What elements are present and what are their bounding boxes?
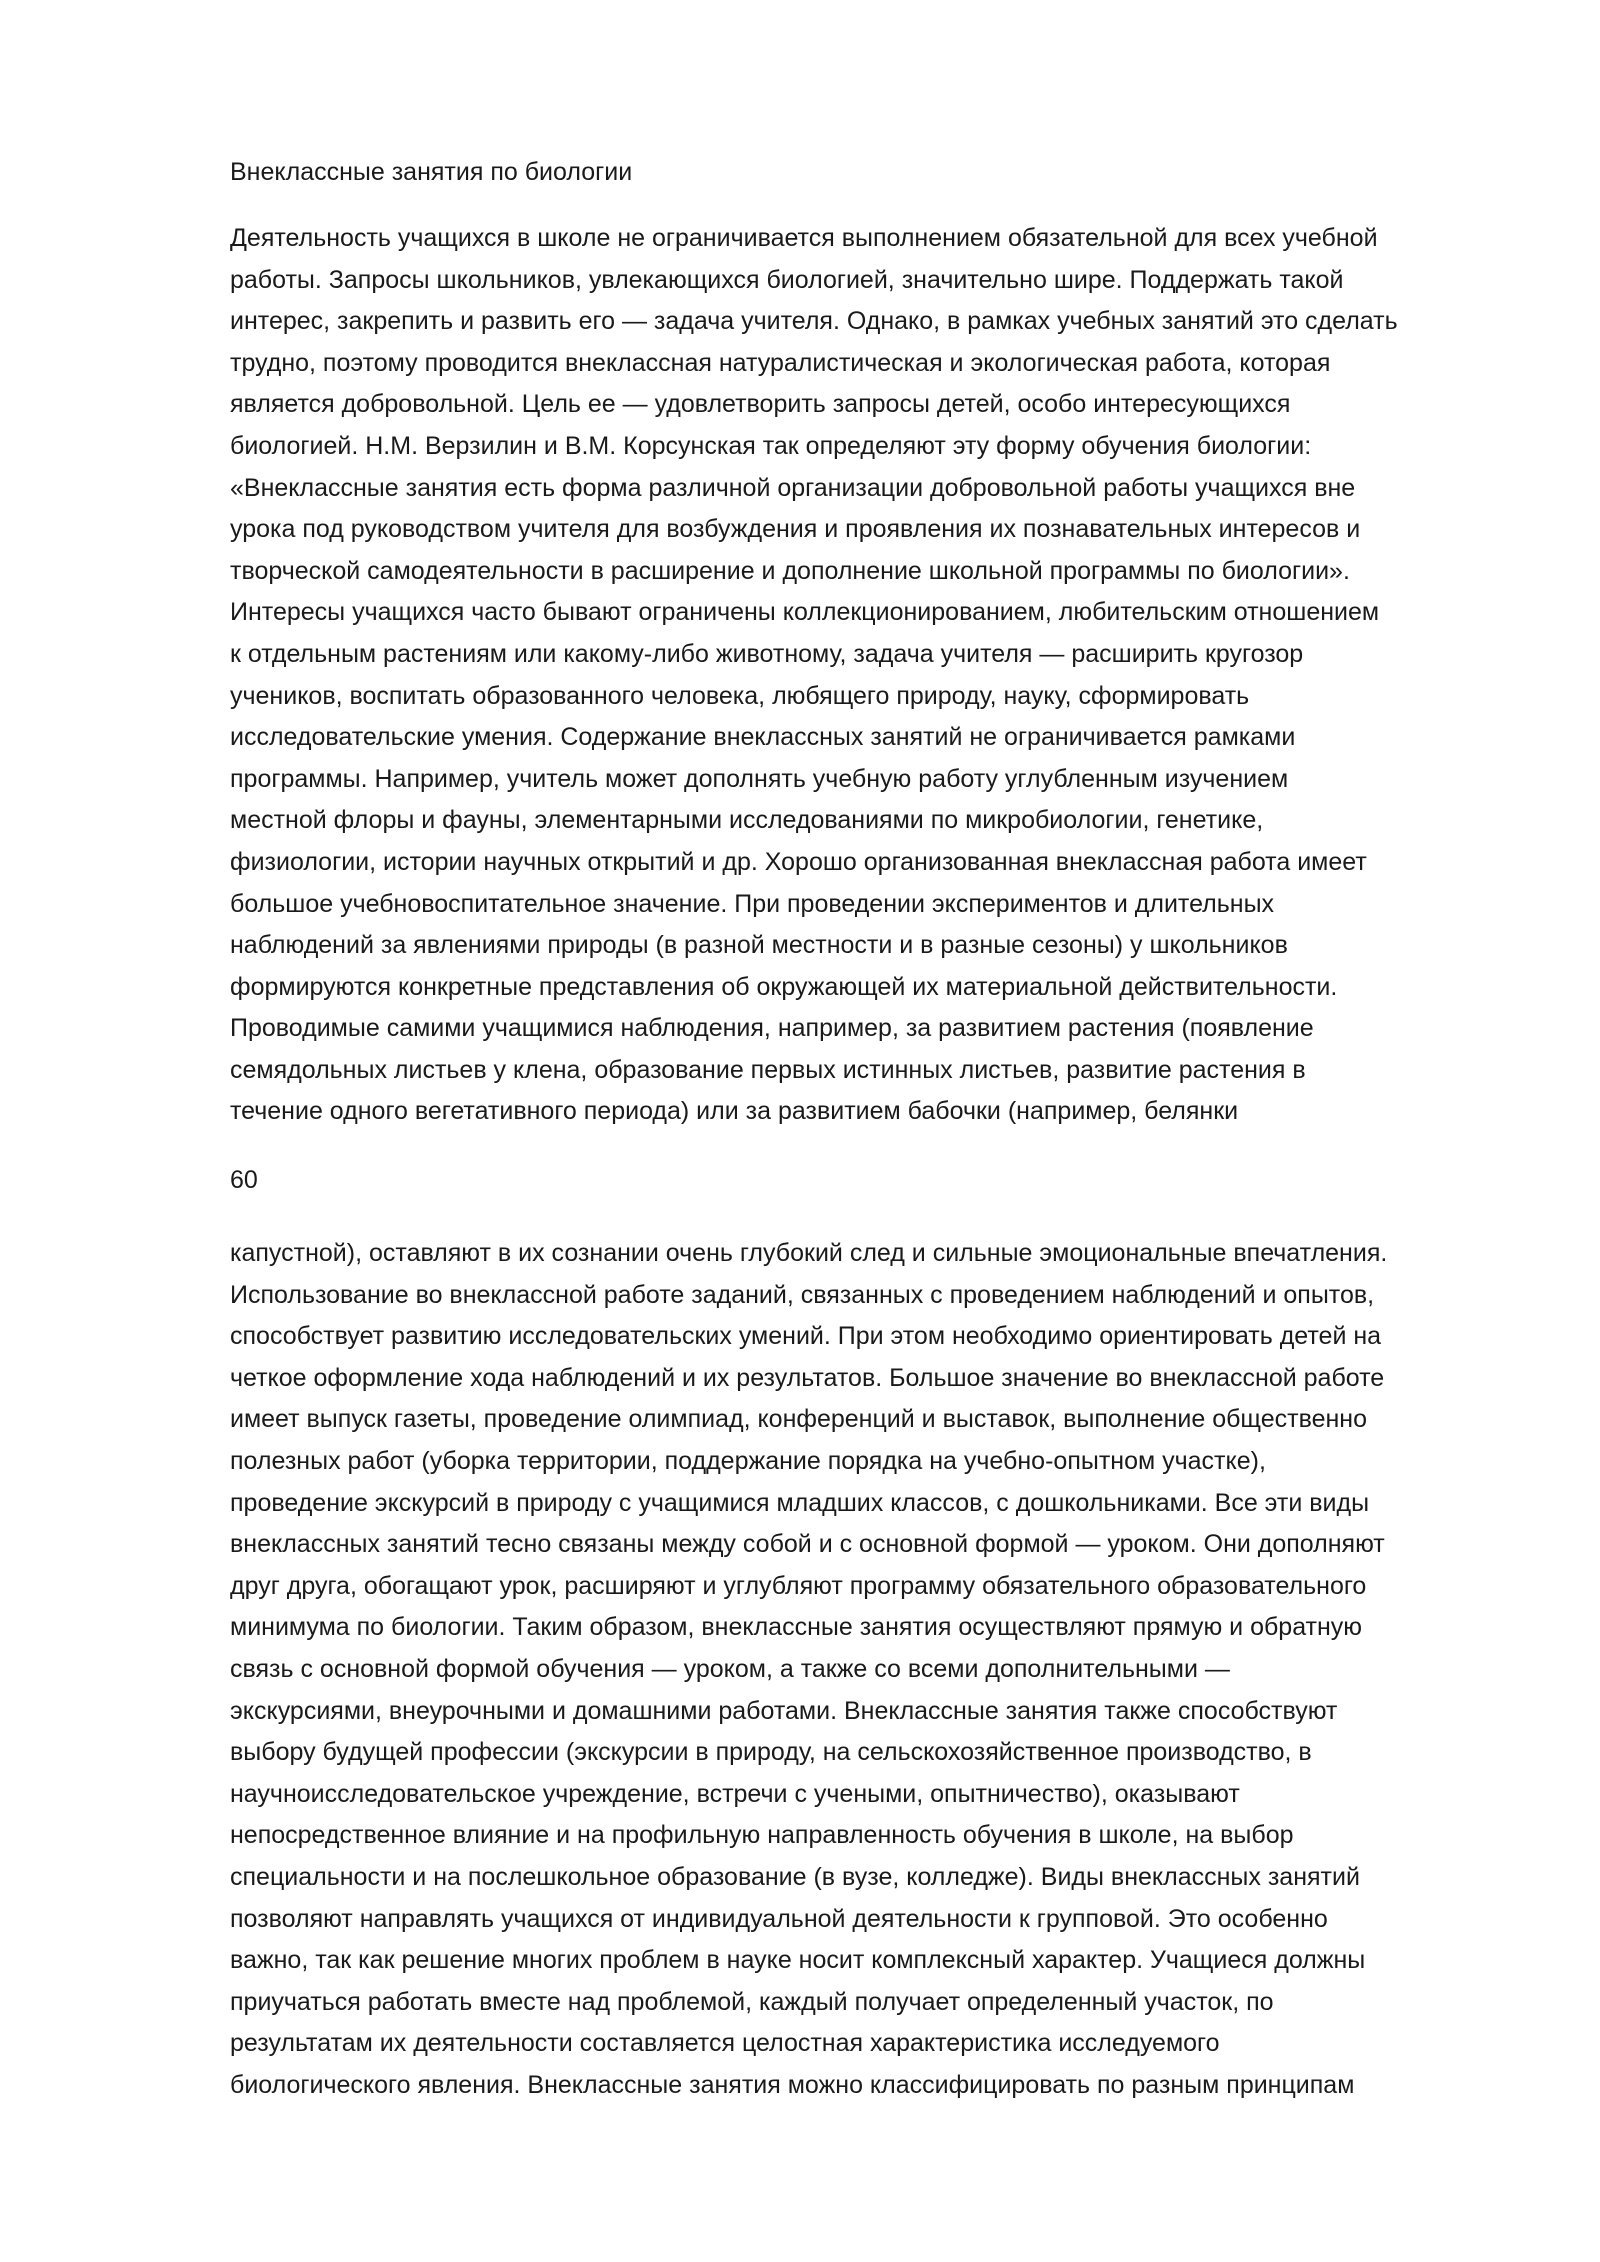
text-line: «Внеклассные занятия есть форма различной организации добровольной работы учащихся вне [230,473,1356,502]
text-line: позволяют направлять учащихся от индивидуальной деятельности к групповой. Это особенно [230,1904,1328,1933]
document-title: Внеклассные занятия по биологии [230,158,633,186]
text-line: является добровольной. Цель ее — удовлетворить запросы детей, особо интересующихся [230,390,1291,419]
text-line: семядольных листьев у клена, образование первых истинных листьев, развитие растения в [230,1055,1306,1084]
text-line: специальности и на послешкольное образование (в вузе, колледже). Виды внеклассных занятий [230,1862,1360,1891]
text-line: результатам их деятельности составляется целостная характеристика исследуемого [230,2029,1220,2058]
text-line: минимума по биологии. Таким образом, внеклассные занятия осуществляют прямую и обратную [230,1613,1363,1642]
text-line: важно, так как решение многих проблем в науке носит комплексный характер. Учащиеся должны [230,1946,1366,1975]
text-line: к отдельным растениям или какому-либо животному, задача учителя — расширить кругозор [230,639,1304,668]
text-line: урока под руководством учителя для возбуждения и проявления их познавательных интересов и [230,515,1361,544]
text-line: связь с основной формой обучения — уроком, а также со всеми дополнительными — [230,1654,1230,1683]
text-line: способствует развитию исследовательских умений. При этом необходимо ориентировать детей на [230,1322,1382,1351]
text-line: Деятельность учащихся в школе не ограничивается выполнением обязательной для всех учебной [230,224,1378,252]
text-line: внеклассных занятий тесно связаны между собой и с основной формой — уроком. Они дополняют [230,1530,1385,1559]
text-line: приучаться работать вместе над проблемой, каждый получает определенный участок, по [230,1987,1274,2016]
text-line: имеет выпуск газеты, проведение олимпиад, конференций и выставок, выполнение общественно [230,1405,1367,1434]
text-line: течение одного вегетативного периода) или за развитием бабочки (например, белянки [230,1097,1239,1126]
text-line: работы. Запросы школьников, увлекающихся биологией, значительно шире. Поддержать такой [230,265,1344,294]
text-line: экскурсиями, внеурочными и домашними работами. Внеклассные занятия также способствуют [230,1696,1338,1725]
paragraph-block-2 [230,1233,1500,2106]
page-number: 60 [230,1166,258,1194]
text-line: интерес, закрепить и развить его — задача учителя. Однако, в рамках учебных занятий это сделать [230,307,1398,336]
text-line: друг друга, обогащают урок, расширяют и углубляют программу обязательного образовательного [230,1571,1367,1600]
paragraph-block-1 [230,218,1500,1133]
text-line: Проводимые самими учащимися наблюдения, например, за развитием растения (появление [230,1014,1314,1043]
text-line: капустной), оставляют в их сознании очень глубокий след и сильные эмоциональные впечатления. [230,1239,1388,1267]
text-line: программы. Например, учитель может дополнять учебную работу углубленным изучением [230,764,1289,793]
text-line: полезных работ (уборка территории, поддержание порядка на учебно-опытном участке), [230,1446,1266,1475]
text-line: Использование во внеклассной работе заданий, связанных с проведением наблюдений и опытов, [230,1280,1375,1309]
text-line: трудно, поэтому проводится внеклассная натуралистическая и экологическая работа, которая [230,348,1331,377]
text-line: проведение экскурсий в природу с учащимися младших классов, с дошкольниками. Все эти виды [230,1488,1370,1517]
text-line: исследовательские умения. Содержание внеклассных занятий не ограничивается рамками [230,723,1296,752]
text-line: биологического явления. Внеклассные занятия можно классифицировать по разным принципам [230,2070,1355,2099]
text-line: творческой самодеятельности в расширение и дополнение школьной программы по биологии». [230,556,1350,585]
text-line: Интересы учащихся часто бывают ограничены коллекционированием, любительским отношением [230,598,1380,627]
text-line: четкое оформление хода наблюдений и их результатов. Большое значение во внеклассной работе [230,1363,1385,1392]
text-line: учеников, воспитать образованного человека, любящего природу, науку, сформировать [230,681,1250,710]
text-line: непосредственное влияние и на профильную направленность обучения в школе, на выбор [230,1821,1294,1850]
text-line: формируются конкретные представления об окружающей их материальной действительности. [230,972,1338,1001]
text-line: физиологии, истории научных открытий и др. Хорошо организованная внеклассная работа имеет [230,847,1367,876]
text-line: наблюдений за явлениями природы (в разной местности и в разные сезоны) у школьников [230,931,1288,960]
text-line: выбору будущей профессии (экскурсии в природу, на сельскохозяйственное производство, в [230,1738,1312,1767]
text-line: биологией. Н.М. Верзилин и В.М. Корсунская так определяют эту форму обучения биологии: [230,431,1312,460]
text-line: местной флоры и фауны, элементарными исследованиями по микробиологии, генетике, [230,806,1264,835]
text-line: научноисследовательское учреждение, встречи с учеными, опытничество), оказывают [230,1779,1240,1808]
text-line: большое учебновоспитательное значение. При проведении экспериментов и длительных [230,889,1275,918]
